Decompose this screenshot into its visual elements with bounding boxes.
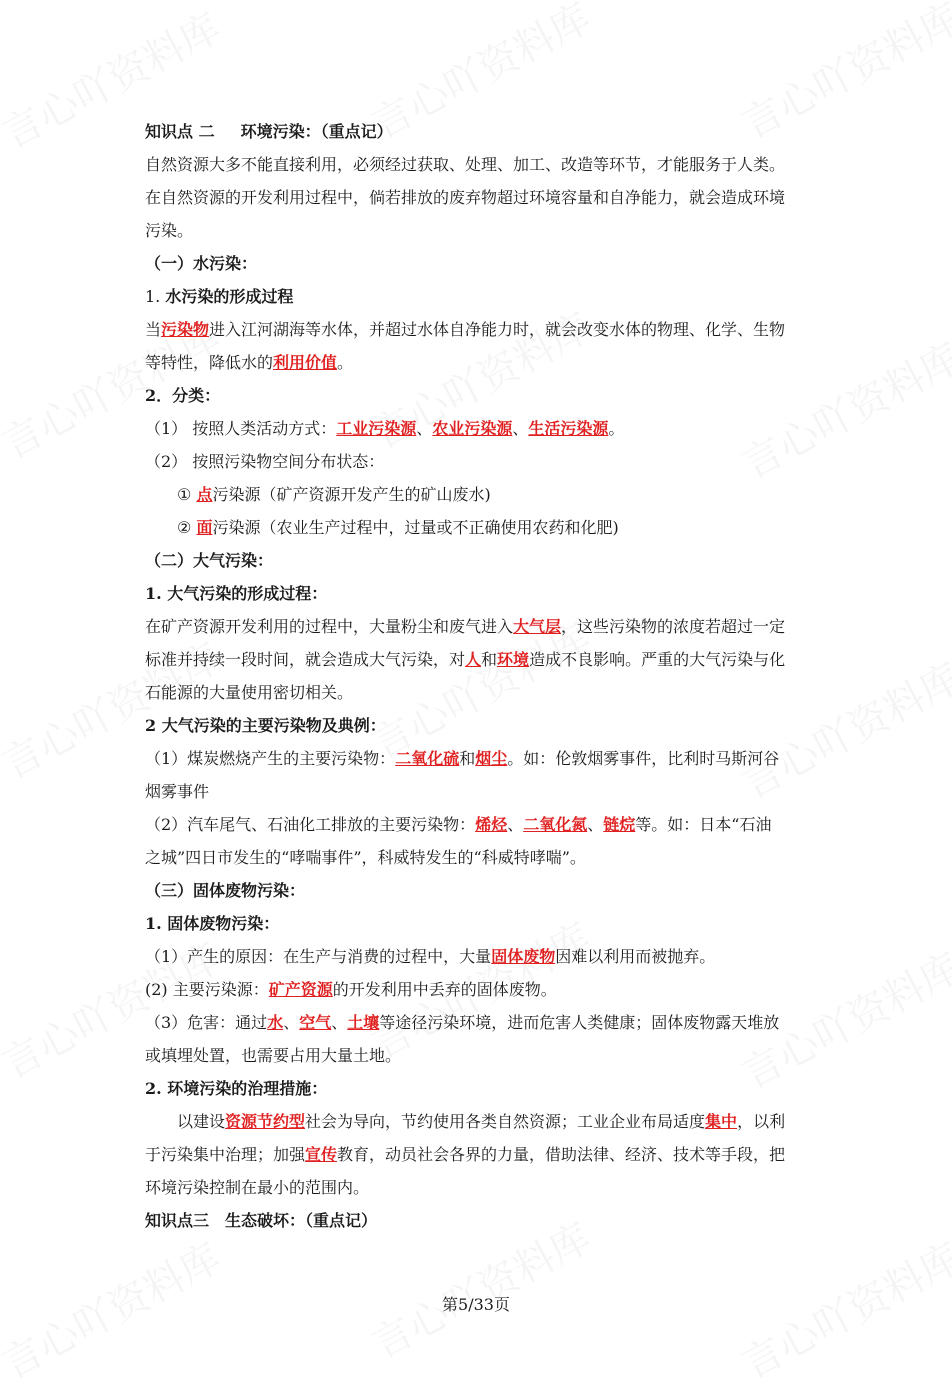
paragraph-line	[145, 313, 813, 346]
subsection-heading: （二）大气污染：	[145, 551, 274, 570]
paragraph-line	[145, 643, 813, 676]
paragraph-line: 石能源的大量使用密切相关。	[145, 683, 354, 702]
paragraph-line	[145, 1138, 813, 1171]
keyword: 点	[196, 485, 213, 504]
paragraph-line	[145, 610, 813, 643]
item-heading: 1. 固体废物污染：	[145, 914, 280, 933]
text: 、	[331, 1013, 348, 1032]
text: （1） 按照人类活动方式：	[145, 419, 337, 438]
text: 因难以利用而被抛弃。	[555, 947, 716, 966]
item-title: 水污染的形成过程	[165, 287, 294, 306]
text: 等特性，降低水的	[145, 353, 274, 372]
paragraph-line: 烟雾事件	[145, 782, 210, 801]
item-heading: 2. 环境污染的治理措施：	[145, 1079, 328, 1098]
text: 污染源（矿产资源开发产生的矿山废水)	[212, 485, 491, 504]
text: （1）产生的原因：在生产与消费的过程中，大量	[145, 947, 492, 966]
text: 当	[145, 320, 162, 339]
keyword: 二氧化氮	[523, 815, 588, 834]
keyword: 农业污染源	[432, 419, 513, 438]
keyword: 工业污染源	[336, 419, 417, 438]
text: 。	[337, 353, 354, 372]
text: 社会为导向，节约使用各类自然资源；工业企业布局适度	[305, 1112, 706, 1131]
text: 、	[507, 815, 524, 834]
text: 进入江河湖海等水体，并超过水体自净能力时，就会改变水体的物理、化学、生物	[209, 320, 786, 339]
text: ②	[177, 518, 197, 537]
keyword: 大气层	[513, 617, 562, 636]
text: 、	[587, 815, 604, 834]
item-heading: 2．分类：	[145, 386, 221, 405]
keyword: 烟尘	[475, 749, 508, 768]
text: 教育，动员社会各界的力量，借助法律、经济、技术等手段，把	[337, 1145, 786, 1164]
text: 、	[512, 419, 529, 438]
text: 、	[416, 419, 433, 438]
text: 。	[608, 419, 625, 438]
text: ，以利	[737, 1112, 786, 1131]
item-number: 1.	[145, 287, 161, 306]
text: 于污染集中治理；加强	[145, 1145, 306, 1164]
text: （1）煤炭燃烧产生的主要污染物：	[145, 749, 396, 768]
paragraph-line: 在自然资源的开发利用过程中，倘若排放的废弃物超过环境容量和自净能力，就会造成环境	[145, 188, 786, 207]
text: ①	[177, 485, 197, 504]
keyword: 矿产资源	[268, 980, 333, 999]
page-number: 第5/33页	[442, 1295, 510, 1314]
keyword: 固体废物	[491, 947, 556, 966]
keyword: 宣传	[305, 1145, 338, 1164]
keyword: 资源节约型	[225, 1112, 306, 1131]
document-body	[145, 115, 813, 1237]
text: （3）危害：通过	[145, 1013, 268, 1032]
heading-title: 环境污染：（重点记）	[240, 122, 393, 141]
list-item	[145, 973, 813, 1006]
paragraph-line: 污染。	[145, 221, 194, 240]
subsection-heading: （三）固体废物污染：	[145, 881, 306, 900]
section-heading	[145, 115, 813, 148]
list-item	[145, 940, 813, 973]
sub-list-item	[145, 478, 813, 511]
list-item	[145, 742, 813, 775]
keyword: 利用价值	[273, 353, 338, 372]
keyword: 环境	[497, 650, 530, 669]
heading-title: 生态破坏：（重点记）	[225, 1211, 378, 1230]
paragraph-line: 或填埋处置，也需要占用大量土地。	[145, 1046, 402, 1065]
keyword: 空气	[299, 1013, 332, 1032]
heading-label: 知识点 二	[145, 122, 215, 141]
paragraph-line: 自然资源大多不能直接利用，必须经过获取、处理、加工、改造等环节，才能服务于人类。	[145, 155, 786, 174]
keyword: 土壤	[347, 1013, 380, 1032]
list-item	[145, 1006, 813, 1039]
keyword: 二氧化硫	[395, 749, 460, 768]
list-item	[145, 808, 813, 841]
text: (2) 主要污染源：	[145, 980, 269, 999]
text: 标准并持续一段时间，就会造成大气污染，对	[145, 650, 466, 669]
keyword: 面	[196, 518, 213, 537]
text: 的开发利用中丢弃的固体废物。	[332, 980, 557, 999]
keyword: 烯烃	[475, 815, 508, 834]
keyword: 人	[465, 650, 482, 669]
section-heading	[145, 1204, 813, 1237]
text: 以建设	[177, 1112, 226, 1131]
item-heading	[145, 280, 813, 313]
text: （2）汽车尾气、石油化工排放的主要污染物：	[145, 815, 476, 834]
keyword: 集中	[705, 1112, 738, 1131]
keyword: 链烷	[603, 815, 636, 834]
text: 。如：伦敦烟雾事件，比利时马斯河谷	[507, 749, 780, 768]
text: 和	[481, 650, 498, 669]
list-item: （2） 按照污染物空间分布状态：	[145, 452, 385, 471]
paragraph-line: 环境污染控制在最小的范围内。	[145, 1178, 370, 1197]
text: 污染源（农业生产过程中，过量或不正确使用农药和化肥)	[212, 518, 619, 537]
sub-list-item	[145, 511, 813, 544]
text: 等。如：日本“石油	[635, 815, 772, 834]
keyword: 污染物	[161, 320, 210, 339]
paragraph-line	[145, 346, 813, 379]
paragraph-line	[145, 1105, 813, 1138]
item-heading: 2 大气污染的主要污染物及典例：	[145, 716, 386, 735]
paragraph-line: 之城”四日市发生的“哮喘事件”，科威特发生的“科威特哮喘”。	[145, 848, 586, 867]
heading-label: 知识点三	[145, 1211, 210, 1230]
text: ，这些污染物的浓度若超过一定	[561, 617, 786, 636]
keyword: 生活污染源	[528, 419, 609, 438]
item-heading: 1. 大气污染的形成过程：	[145, 584, 328, 603]
text: 等途径污染环境，进而危害人类健康；固体废物露天堆放	[379, 1013, 780, 1032]
text: 、	[283, 1013, 300, 1032]
subsection-heading: （一）水污染：	[145, 254, 258, 273]
keyword: 水	[267, 1013, 284, 1032]
text: 在矿产资源开发利用的过程中，大量粉尘和废气进入	[145, 617, 514, 636]
text: 和	[459, 749, 476, 768]
text: 造成不良影响。严重的大气污染与化	[529, 650, 786, 669]
list-item	[145, 412, 813, 445]
